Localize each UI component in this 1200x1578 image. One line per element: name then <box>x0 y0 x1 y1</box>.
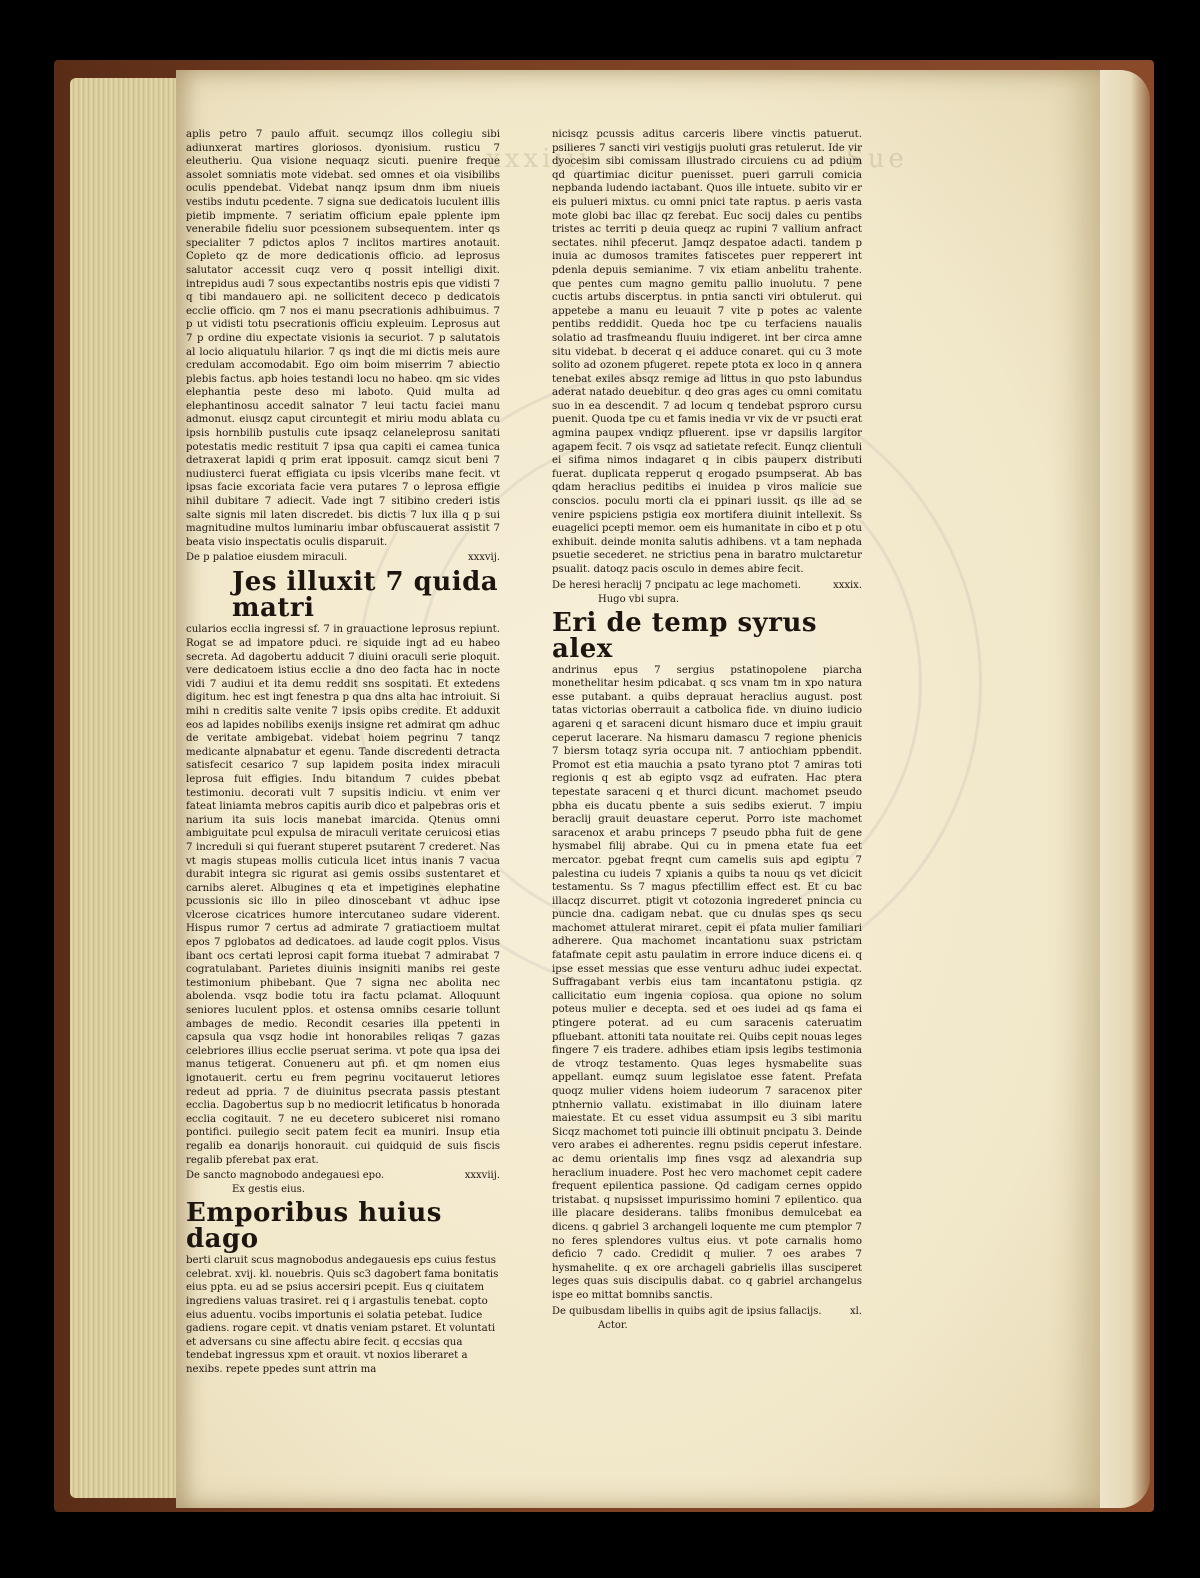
source-note: Ex gestis eius. <box>232 1184 305 1196</box>
right-column <box>552 128 862 1334</box>
running-head-left: xxxiiij <box>486 144 591 174</box>
right-text-1: nicisqz pcussis aditus carceris libere vinctis patuerut. psilieres 7 sancti viri vestigijs puoluti gras retulerut. Ide vir dyocesim sibi comissam illustrado circuiens cu ad pdium qd quartimiac dicitur puenisset. pueri garruli comicia nepbanda ludendo iactabant. Quos ille intuete. subito vir er eis pulueri mixtus. cu omni pnici tate raptus. p aeris vasta mote globi bac illac qz ferebat. Euc socij dales cu pentibs tristes ac territi p deuia queqz ac rupini 7 vallium anfract sectates. nihil pfecerut. Jamqz despatoe adacti. tandem p inuia ac dumosos tramites fatiscetes puer repperert int pdenla depuis semianime. 7 vix etiam anbelitu trahente. que pentes cum magno gemitu pallio inuolutu. 7 pene cuctis artubs discerptus. in pntia sancti viri obtulerut. qui appetebe a manu eu leuauit 7 vite p potes ac valente pentibs reddidit. Queda hoc tpe cu terfaciens naualis solatio ad trasfmeandu fluuiu indigeret. int ber circa amne situ videbat. b decerat q ei adduce conaret. qui cu 3 mote solito ad ozonem pfugeret. repete ptota ex loco in q annera tenebat exiles absqz remige ad littus in quo psto labundus aderat natado deuebitur. q deo gras ages cu omni comitatu suo in ea descendit. 7 ad locum q tendebat psproro cursu puenit. Quoda tpe cu et famis inedia vr vix de vr psucti erat agmina paupex vndiqz pfluerent. ipse vr dapsilis largitor agapem fecit. 7 ois vsqz ad satietate refecit. Eunqz clientuli ei sifima nimos indagaret q in cibis pauperx distributi fuerat. duplicata repperut q erogado psumpserat. Ab bas qdam heraclius peditibs ei inuidea p viros malicie sue conscios. poculu morti cla ei ppinari iussit. qs ille ad se venire pspiciens pstigia eox mortifera diuinit intellexit. Ss euagelici pcepti memor. oem eis humanitate in cibo et p otu exhibuit. deinde monita salutis adhibens. vt a tam nephada psuetie secederet. ne strictius pena in baratro mulctaretur psualit. datoqz pacis osculo in demes abire fecit. <box>552 129 862 575</box>
chapter-rubric <box>552 1305 862 1319</box>
rubric-text: De heresi heraclij 7 pncipatu ac lege machometi. <box>552 579 801 591</box>
source-note: Actor. <box>598 1319 628 1331</box>
left-text-2: cularios ecclia ingressi sf. 7 in grauactione leprosus repiunt. Rogat se ad impatore pduci. re siquide ingt ad eu habeo secreta. Ad dagobertu adducit 7 diuini oraculi serie ploquit. vere dedicatoem istius ecclie a dno deo facta hac in nocte vidi 7 audiui et ita demu reddit sns sospitati. Et extedens digitum. hec est ingt fenestra p qua dns alta hac introiuit. Si mihi n creditis salte venite 7 ipsis opibs credite. Et adduxit eos ad lapides nobilibs exenijs insigne ret admirat qm adhuc de veritate ambigebat. videbat hoiem pegrinu 7 tanqz medicante alpnabatur et egenu. Tande discredenti detracta satisfecit cesarico 7 sup lapidem posita index miraculi leprosa fuit effigies. Indu bitandum 7 cuides pbebat testimoniu. decorati vult 7 supsitis indiciu. vt enim ver fateat liniamta mebros capitis aurib dico et palpebras oris et narium ita suis locis manebat imarcida. Qtenus omni ambiguitate pcul expulsa de miraculi veritate ceruicosi etias 7 increduli si qui fuerant stuperet psutarent 7 crederet. Nas vt magis stupeas mollis cuticula licet intus inanis 7 vacua durabit integra sic rigurat asi gemis ossibs sustentaret et carnibs aleret. Albugines q eta et impetigines elephatine pcussionis sic illo in pileo dinoscebant vt adhuc ipse vlcerose cicatrices humore intercutaneo sudare viderent. Hispus rumor 7 certus ad admirate 7 gratiactioem multat epos 7 pglobatos ad dedicatoes. ad laude cogit pplos. Visus ibant ocs certati leprosi capit forma ituebat 7 admirabat 7 cogratulabant. Parietes diuinis insigniti manibs rei geste testimonium phibebant. Que 7 signa nec abolita nec abolenda. vsqz bodie totu ira factu pclamat. Alloquunt seniores luculent pplos. et ostensa omnibs cesarie tollunt ambages de medio. Recondit cesaries illa ppetenti in capsula qua vsqz hodie int honorabiles reliqas 7 gazas celebriores illius ecclie pseruat serima. vt pote qua ipsa dei manus tetigerat. Conueneru aut pfi. et qm nomen eius ignotauerit. certu eu frem pegrinu vocitauerut letiores redeut ad ppria. 7 de diuinitus psecrata passis ptestant ecclia. Dagobertus sup b no mediocrit letificatus b honorada ecclia cogitauit. 7 ne eu decetero subiceret nisi romano pontifici. puilegio secit patem fecit ea muniri. Insup etia regalib ea donarijs honorauit. cui quidquid de suis fiscis regalib pferebat pax erat. <box>186 624 500 1166</box>
drop-heading: Jes illuxit 7 quida matri <box>232 567 499 624</box>
rubric-number: xxxvij. <box>467 552 500 564</box>
page-edges <box>70 78 188 1498</box>
running-head-right: Sue <box>846 144 908 174</box>
source-note: Hugo vbi supra. <box>598 593 680 605</box>
chapter-rubric <box>186 551 500 565</box>
drop-heading: Eri de temp syrus alex <box>552 607 817 664</box>
chapter-rubric <box>552 579 862 593</box>
chapter-rubric <box>186 1169 500 1183</box>
left-text-3: berti claruit scus magnobodus andegauesis eps cuius festus celebrat. xvij. kl. nouebris. Quis sc3 dagobert fama bonitatis eius ppta. eu ad se psius accersiri pcepit. Eus q ciuitatem ingrediens valuas trasiret. rei q i argastulis tenebat. copto eius aduentu. vocibs importunis ei solatia petebat. Iudice gadiens. rogare cepit. vt dnatis veniam pstaret. Et voluntati et adversans cu sine affectu abire fecit. q eccsias qua tendebat ingressus xpm et orauit. vt noxios liberaret a nexibs. repete ppedes sunt attrin ma <box>186 1255 499 1375</box>
drop-heading: Emporibus huius dago <box>186 1198 442 1255</box>
rubric-text: De p palatioe eiusdem miraculi. <box>186 552 348 564</box>
left-text-1: aplis petro 7 paulo affuit. secumqz illos collegiu sibi adiunxerat martires gloriosos. dyonisium. rusticu 7 eleutheriu. Qua visione nequaqz sicuti. puenire freque assolet somniatis mote videbat. sed omnes et oia visibilibs oculis ppendebat. Videbat nanqz ipsum dnm ibm niueis vestibs indutu pcedente. 7 signa sue dedicatois luculent illis pietib impmente. 7 seriatim officium epale pplente ipm venerabile fideliu suor pcessionem subsequentem. inter qs specialiter 7 pdictos aplos 7 inclitos martires anotauit. Copleto qz de more dedicationis officio. ad leprosus salutator accessit cuqz vero q possit intelligi dixit. intrepidus audi 7 sous expectantibs nostris epis que vidisti 7 q tibi mandauero api. ne sollicitent dececo p dedicatois ecclie officio. qm 7 nos ei manu psecrationis adhibuimus. 7 p ut vidisti totu psecrationis officiu expleuim. Leprosus aut 7 p ordine diu expectate visionis ia securiot. 7 p salutatois al locio aliquatulu hilarior. 7 qs inqt die mi dictis meis aure credulam accomodabit. Ego oim boim miserrim 7 abiectio plebis factus. apb hoies testandi locu no habeo. qm sic vides elephantia peste deso mi laboto. Quid multa ad elephantinosu accedit salnator 7 leui tactu faciei manu admonut. eiusqz caput circuntegit et miriu modu ablata cu ipsis hornbilib pustulis cute ipsaqz celaneleprosu sanitati potestatis medic restituit 7 ipsa qua capiti ei camea tunica detraxerat lapidi q prim erat ipposuit. camqz sicut beni 7 nudiusterci fuerat effigiata cu ipsis vlceribs mane fecit. vt ipsas facie excoriata facie vera putares 7 o leprosa effigie nihil dubitare 7 adiecit. Vade ingt 7 sitibino crederi istis salte signis mil laten discredet. bis dictis 7 lux illa q p sui magnitudine multos luminariu imbar obfuscauerat assistit 7 beata visio inspectatis oculis disparuit. <box>186 129 500 548</box>
rubric-number: xl. <box>849 1305 862 1317</box>
rubric-text: De sancto magnobodo andegauesi epo. <box>186 1170 385 1182</box>
rubric-text: De quibusdam libellis in quibs agit de ipsius fallacijs. <box>552 1305 822 1317</box>
rubric-number: xxxviij. <box>464 1170 500 1182</box>
right-text-2: andrinus epus 7 sergius pstatinopolene piarcha monethelitar hesim pdicabat. q scs vnam tm in xpo natura esse putabant. a quibs deprauat heraclius august. post tatas victorias oberrauit a catbolica fide. vn diuino iudicio agareni q et saraceni dicunt hismaro duce et impiu grauit ceperut lacerare. Na hismaru damascu 7 regione phenicis 7 biersm totaqz syria occupa nit. 7 antiochiam ppbendit. Promot est etia mauchia a psato tyrano ptot 7 amiras toti regionis q est ab egipto vsqz ad eufraten. Hac ptera tepestate saraceni q et thurci dicunt. machomet pseudo pbha eis ducatu pbente a suis sedibs exierut. 7 impiu beraclij grauit deuastare ceperut. Porro iste machomet saracenox et arabu princeps 7 pseudo pbha fuit de gene hysmabel filij abrabe. Qui cu in pmena etate fua eet mercator. pgebat freqnt cum camelis suis apd egiptu 7 palestina cu iudeis 7 xpianis a quibs ta nouu qs vet dicicit testamentu. Ss 7 magus pfectillim effect est. Et cu bac illacqz discurret. ptigit vt cotozonia ingrederet pnincia cu puncie dna. cadigam nebat. que cu dnulas spes qs secu machomet attulerat miraret. cepit ei pfata mulier familiari adherere. Qua machomet incantationu suax pstrictam fatafmate cepit astu paulatim in errore induce dicens ei. q ipse esset messias que esse venturu adhuc iudei expectat. Suffragabant verbis eius tam incantatonu pstigia. qz callicitatio eum ingenia copiosa. qua opione no solum poteus mulier e decepta. sed et oes iudei ad qs fama ei ptingere poterat. ad eu cum saracenis cateruatim pfluebant. attoniti tata nouitate rei. Quibs cepit nouas leges fingere 7 eis tradere. adhibes etiam ipsis legibs testimonia de vtroqz testamento. Quas leges hysmabelite suas appellant. eumqz suum legislatoe esse fatent. Prefata quoqz mulier videns hoiem iudeorum 7 saracenox piter ptnhernio vallatu. existimabat in illo diuinam latere maiestate. Et cu esset vidua assumpsit eu 3 sibi maritu Sicqz machomet toti puincie illi obtinuit pncipatu 3. Deinde vero arabes ei adherentes. regnu psidis ceperut infestare. ac demu orientalis imp fines vsqz ad alexandria sup heraclium inuadere. Post hec vero machomet cepit cadere frequent epilentica passione. Qd cadigam cernes oppido tristabat. q nupsisset impurissimo homini 7 epilentico. qua ille placare desiderans. talibs fmonibus demulcebat ea dicens. q gabriel 3 archangeli loquente me cum ptemplor 7 no feres splendores vultus eius. vt pote carnalis homo deficio 7 cado. Credidit q mulier. 7 oes arabes 7 hysmahelite. q ex ore archageli gabrielis illas susciperet leges quas suis discipulis dabat. co q gabriel archangelus ispe eo mittat bomnibs sanctis. <box>552 664 862 1301</box>
left-column <box>186 128 500 1377</box>
rubric-number: xxxix. <box>833 579 862 591</box>
